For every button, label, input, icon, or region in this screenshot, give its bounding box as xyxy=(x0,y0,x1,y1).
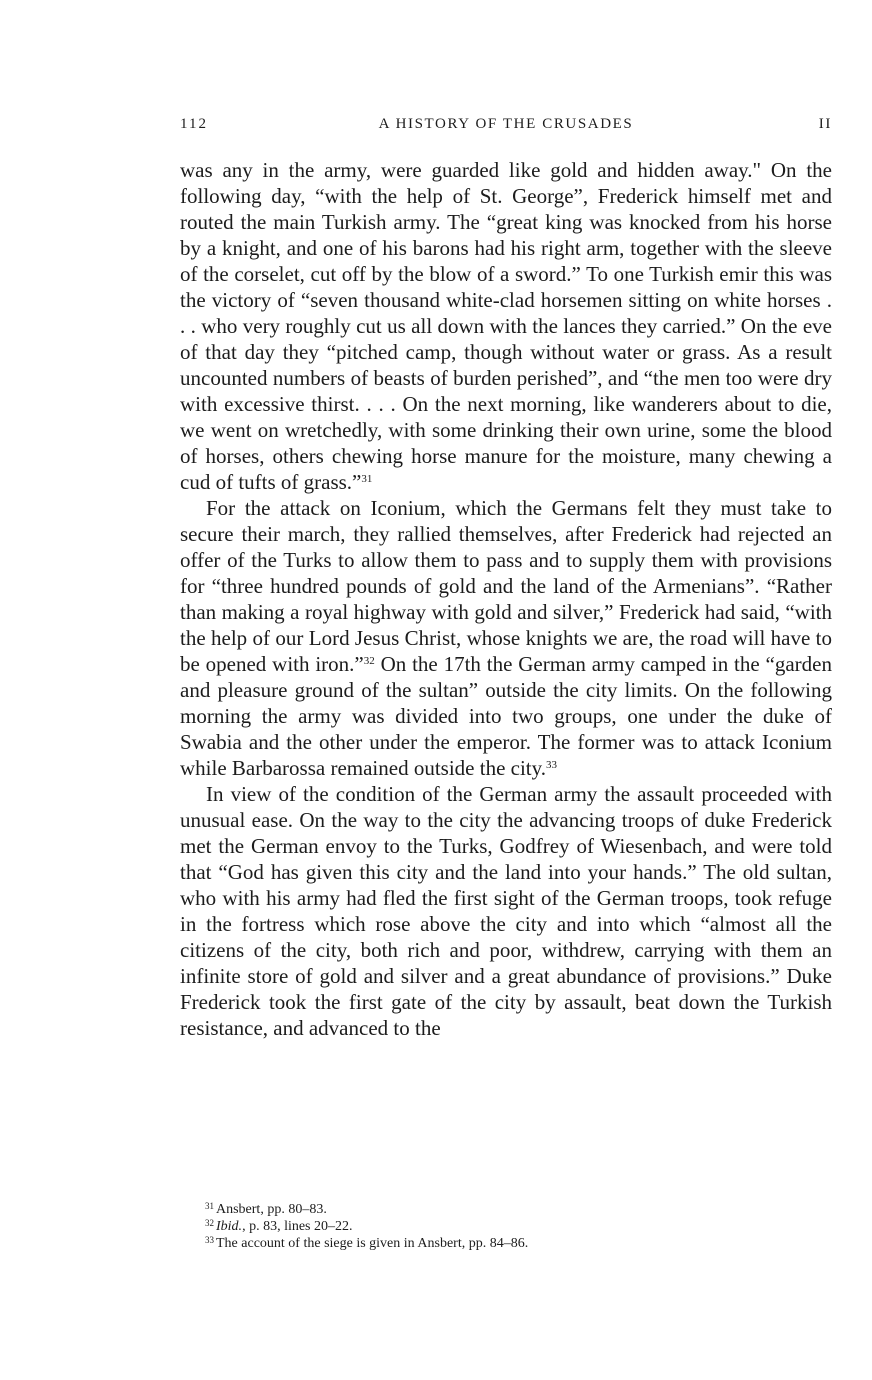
paragraph-3 xyxy=(180,781,832,1041)
footnote-ref-31: 31 xyxy=(361,473,373,485)
chapter-number: II xyxy=(818,116,832,132)
footnote-ref-33: 33 xyxy=(546,759,558,771)
footnote-italic: Ibid. xyxy=(216,1219,243,1234)
footnote-text: Ansbert, pp. 80–83. xyxy=(216,1202,327,1217)
footnote-text: , p. 83, lines 20–22. xyxy=(242,1219,353,1234)
footnote-number: 32 xyxy=(205,1218,214,1228)
paragraph-text: In view of the condition of the German army the assault proceeded with unusual ease. On the way to the city the advancing troops of duke Frederick met the German envoy to the Turks, Godfrey of Wiesenbach, and were told that “God has given this city and the land into your hands.” The old sultan, who with his army had fled the first sight of the German troops, took refuge in the fortress which rose above the city and into which “almost all the citizens of the city, both rich and poor, withdrew, carrying with them an infinite store of gold and silver and a great abundance of provisions.” Duke Frederick took the first gate of the city by assault, beat down the Turkish resistance, and advanced to the xyxy=(180,782,832,1040)
paragraph-2 xyxy=(180,495,832,781)
paragraph-text: On the 17th the German army camped in the “garden and pleasure ground of the sultan” outside the city limits. On the following morning the army was divided into two groups, one under the duke of Swabia and the other under the emperor. The former was to attack Iconium while Barbarossa remained outside the city. xyxy=(180,652,832,780)
footnote-number: 33 xyxy=(205,1235,214,1245)
running-title: A HISTORY OF THE CRUSADES xyxy=(378,116,634,132)
footnote-text: The account of the siege is given in Ansbert, pp. 84–86. xyxy=(216,1236,529,1251)
footnotes xyxy=(205,1201,832,1252)
paragraph-1 xyxy=(180,157,832,495)
footnote-ref-32: 32 xyxy=(363,655,375,667)
footnote-31 xyxy=(205,1201,832,1218)
footnote-32 xyxy=(205,1218,832,1235)
paragraph-text: was any in the army, were guarded like gold and hidden away." On the following day, “with the help of St. George”, Frederick himself met and routed the main Turkish army. The “great king was knocked from his horse by a knight, and one of his barons had his right arm, together with the sleeve of the corselet, cut off by the blow of a sword.” To one Turkish emir this was the victory of “seven thousand white-clad horsemen sitting on white horses . . . who very roughly cut us all down with the lances they carried.” On the eve of that day they “pitched camp, though without water or grass. As a result uncounted numbers of beasts of burden perished”, and “the men too were dry with excessive thirst. . . . On the next morning, like wanderers about to die, we went on wretchedly, with some drinking their own urine, some the blood of horses, others chewing horse manure for the moisture, many chewing a cud of tufts of grass.” xyxy=(180,158,832,494)
paragraph-text: For the attack on Iconium, which the Germans felt they must take to secure their march, they rallied themselves, after Frederick had rejected an offer of the Turks to allow them to pass and to supply them with provisions for “three hundred pounds of gold and the land of the Armenians”. “Rather than making a royal highway with gold and silver,” Frederick had said, “with the help of our Lord Jesus Christ, whose knights we are, the road will have to be opened with iron.” xyxy=(180,496,832,676)
running-head xyxy=(180,116,832,136)
page-number: 112 xyxy=(180,116,208,132)
body-text xyxy=(180,157,832,1041)
footnote-33 xyxy=(205,1235,832,1252)
footnote-number: 31 xyxy=(205,1201,214,1211)
